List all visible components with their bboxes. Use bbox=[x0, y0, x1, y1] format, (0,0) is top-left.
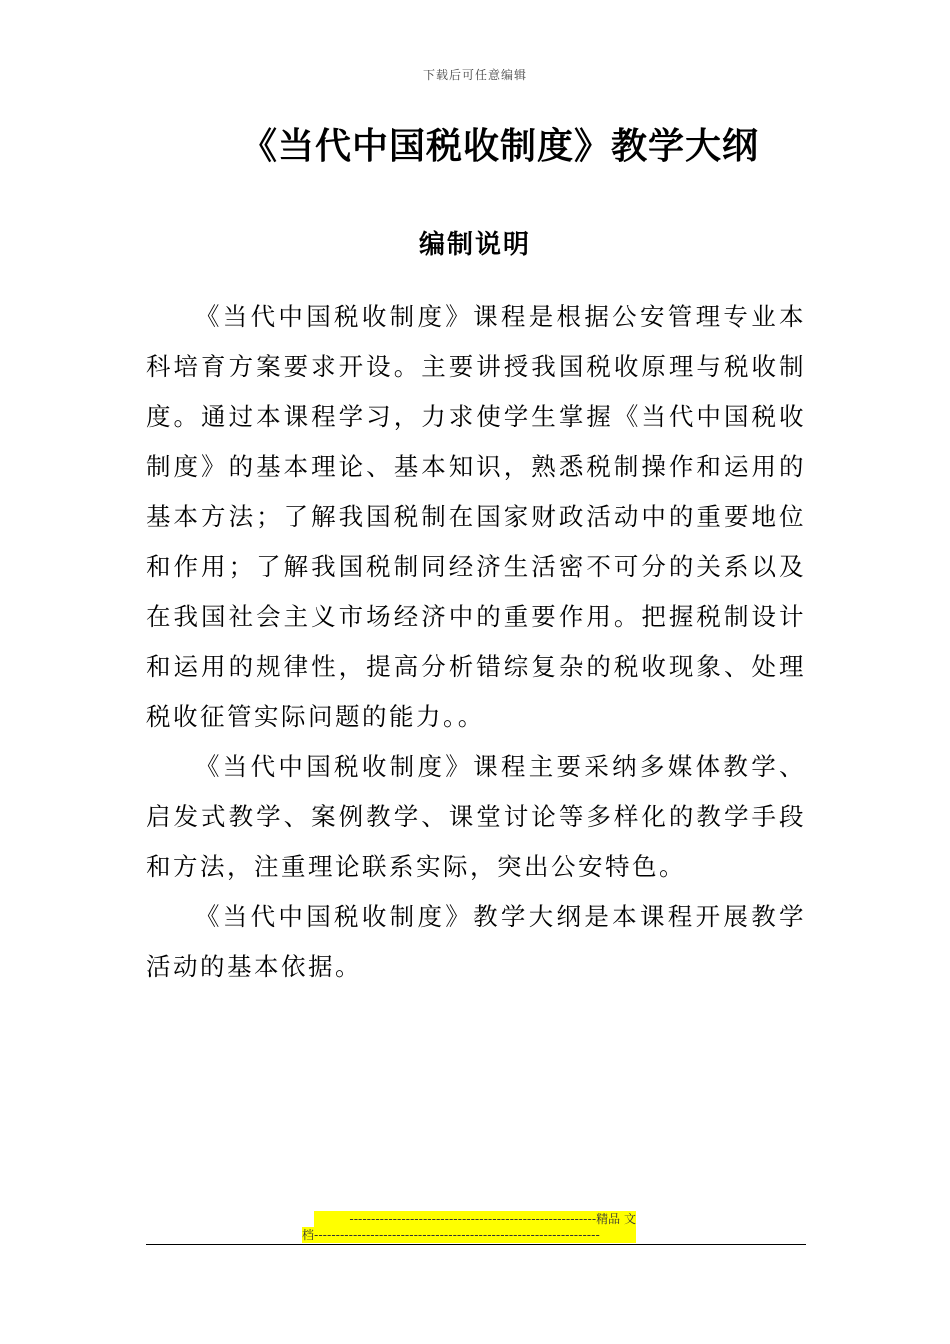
paragraph-syllabus-basis: 《当代中国税收制度》教学大纲是本课程开展教学活动的基本依据。 bbox=[146, 902, 806, 981]
footer-watermark bbox=[302, 1211, 636, 1243]
footer-watermark-line1: ---------------------------------------------------------精品 文 bbox=[314, 1211, 636, 1227]
section-title: 编制说明 bbox=[418, 230, 531, 260]
footer-divider bbox=[146, 1244, 806, 1245]
document-body bbox=[146, 292, 806, 992]
header-note: 下载后可任意编辑 bbox=[422, 68, 527, 82]
paragraph-course-intro: 《当代中国税收制度》课程是根据公安管理专业本科培育方案要求开设。主要讲授我国税收原理与税收制度。通过本课程学习，力求使学生掌握《当代中国税收制度》的基本理论、基本知识，熟悉税制操作和运用的基本方法；了解我国税制在国家财政活动中的重要地位和作用；了解我国税制同经济生活密不可分的关系以及在我国社会主义市场经济中的重要作用。把握税制设计和运用的规律性，提高分析错综复杂的税收现象、处理税收征管实际问题的能力。。 bbox=[146, 302, 806, 731]
document-title: 《当代中国税收制度》教学大纲 bbox=[240, 126, 759, 167]
footer-watermark-line2: 档------------------------------------------------------------------ bbox=[302, 1227, 636, 1243]
paragraph-teaching-methods: 《当代中国税收制度》课程主要采纳多媒体教学、启发式教学、案例教学、课堂讨论等多样化的教学手段和方法，注重理论联系实际，突出公安特色。 bbox=[146, 752, 806, 881]
